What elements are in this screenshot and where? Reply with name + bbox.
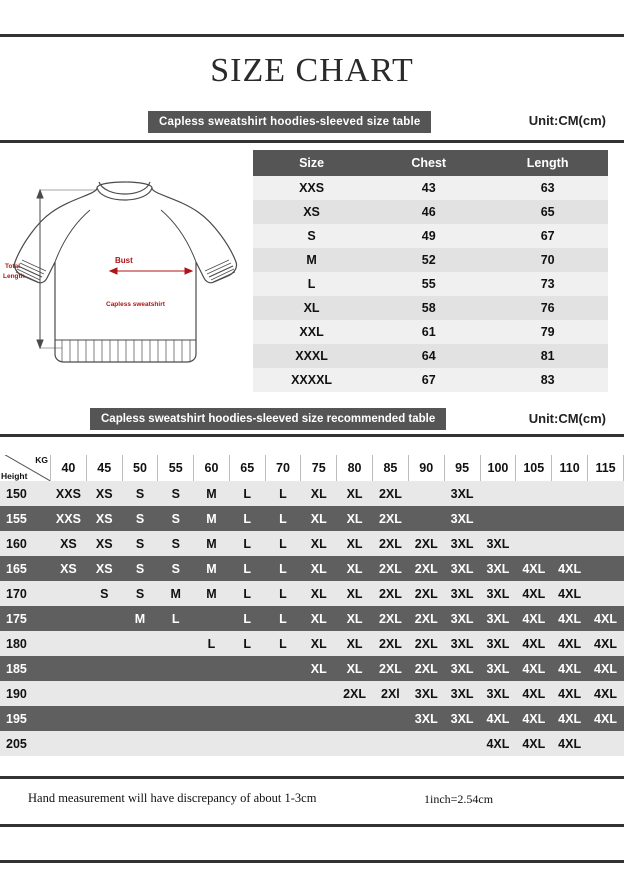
height-cell: 150 bbox=[0, 481, 51, 506]
size-cell: 3XL bbox=[450, 686, 474, 701]
size-cell: L bbox=[279, 611, 287, 626]
size-cell bbox=[51, 731, 87, 756]
svg-text:Bust: Bust bbox=[115, 256, 133, 265]
corner-height-label: Height bbox=[1, 471, 28, 481]
size-cell bbox=[158, 656, 194, 681]
size-cell: 2XL bbox=[414, 661, 438, 676]
size-cell bbox=[552, 531, 588, 556]
size-cell: M bbox=[206, 586, 217, 601]
chest-cell: 52 bbox=[421, 253, 436, 267]
size-cell: S bbox=[171, 536, 180, 551]
size-cell: S bbox=[135, 536, 145, 551]
size-cell: 4XL bbox=[486, 736, 510, 751]
size-cell bbox=[265, 681, 301, 706]
size-cell: 4XL bbox=[594, 636, 617, 651]
weight-header: 100 bbox=[480, 455, 516, 481]
length-cell: 79 bbox=[540, 325, 555, 339]
size-cell bbox=[301, 731, 337, 756]
unit-label-1: Unit:CM(cm) bbox=[528, 113, 606, 128]
size-cell: 4XL bbox=[522, 711, 546, 726]
recommendation-table bbox=[0, 455, 624, 756]
size-cell: 3XL bbox=[450, 586, 474, 601]
height-cell: 155 bbox=[0, 506, 51, 531]
size-cell: XL bbox=[346, 511, 363, 526]
size-cell: S bbox=[171, 511, 180, 526]
size-cell: XL bbox=[346, 536, 363, 551]
size-cell: 4XL bbox=[522, 611, 546, 626]
size-cell: XL bbox=[303, 301, 320, 315]
length-cell: 63 bbox=[540, 181, 555, 195]
size-cell: XL bbox=[346, 561, 363, 576]
size-cell: 4XL bbox=[522, 736, 546, 751]
size-cell: XXXXL bbox=[291, 373, 333, 387]
size-cell: S bbox=[135, 586, 145, 601]
size-cell: L bbox=[243, 486, 252, 501]
size-cell: L bbox=[243, 586, 252, 601]
size-cell bbox=[51, 681, 87, 706]
chest-cell: 67 bbox=[421, 373, 436, 387]
size-cell: L bbox=[279, 636, 287, 651]
size-cell bbox=[194, 656, 230, 681]
size-cell: 4XL bbox=[522, 661, 546, 676]
size-cell: 4XL bbox=[594, 711, 617, 726]
size-cell: L bbox=[279, 586, 287, 601]
size-cell: XS bbox=[95, 561, 113, 576]
size-cell: XL bbox=[346, 661, 363, 676]
size-cell: 4XL bbox=[558, 586, 582, 601]
size-cell: 4XL bbox=[558, 661, 582, 676]
size-cell: L bbox=[243, 561, 252, 576]
weight-header: 110 bbox=[552, 455, 588, 481]
size-cell: XXS bbox=[299, 181, 325, 195]
size-cell: M bbox=[206, 511, 217, 526]
length-cell: 81 bbox=[540, 349, 555, 363]
size-cell: 3XL bbox=[486, 536, 510, 551]
length-cell: 67 bbox=[540, 229, 555, 243]
size-cell: L bbox=[243, 511, 252, 526]
footer-inch-conversion: 1inch=2.54cm bbox=[424, 792, 494, 806]
size-cell: 4XL bbox=[558, 686, 582, 701]
size-cell: XS bbox=[95, 536, 113, 551]
size-cell: 4XL bbox=[594, 661, 617, 676]
size-cell: L bbox=[307, 277, 316, 291]
size-cell: 2XL bbox=[378, 511, 402, 526]
size-cell: XS bbox=[60, 561, 77, 576]
table-row bbox=[253, 200, 608, 224]
size-cell: 3XL bbox=[414, 686, 438, 701]
size-cell: XL bbox=[346, 611, 363, 626]
size-cell: 3XL bbox=[450, 661, 474, 676]
size-cell bbox=[86, 656, 122, 681]
size-cell: 2XL bbox=[378, 661, 402, 676]
size-cell bbox=[86, 731, 122, 756]
size-cell: 2XL bbox=[378, 486, 402, 501]
size-cell bbox=[480, 506, 516, 531]
weight-header: 50 bbox=[122, 455, 158, 481]
unit-label-2: Unit:CM(cm) bbox=[528, 411, 606, 426]
size-cell: 3XL bbox=[450, 511, 474, 526]
size-cell: 3XL bbox=[450, 561, 474, 576]
size-cell bbox=[337, 731, 373, 756]
size-cell: 4XL bbox=[558, 611, 582, 626]
size-cell bbox=[588, 481, 624, 506]
size-cell bbox=[301, 706, 337, 731]
divider-above-rec-table bbox=[0, 434, 624, 437]
table-row bbox=[253, 272, 608, 296]
length-cell: 70 bbox=[540, 253, 555, 267]
size-cell: XL bbox=[310, 511, 327, 526]
size-cell: M bbox=[170, 586, 181, 601]
size-cell: 2XL bbox=[343, 686, 367, 701]
corner-kg-label: KG bbox=[35, 455, 48, 465]
section-subtitle-1: Capless sweatshirt hoodies-sleeved size table bbox=[148, 111, 431, 133]
size-cell: M bbox=[306, 253, 317, 267]
size-table-body bbox=[253, 176, 608, 392]
size-cell bbox=[265, 731, 301, 756]
size-cell bbox=[588, 731, 624, 756]
chest-cell: 46 bbox=[421, 205, 436, 219]
size-cell bbox=[122, 681, 158, 706]
size-cell: L bbox=[207, 636, 216, 651]
size-cell bbox=[51, 581, 87, 606]
size-cell bbox=[516, 506, 552, 531]
size-cell: XL bbox=[310, 586, 327, 601]
size-cell bbox=[194, 606, 230, 631]
divider-under-subtitle bbox=[0, 140, 624, 143]
svg-text:Length: Length bbox=[3, 273, 25, 280]
table-row bbox=[0, 631, 624, 656]
size-cell bbox=[229, 656, 265, 681]
size-cell bbox=[552, 481, 588, 506]
table-row bbox=[253, 224, 608, 248]
size-table-header-length: Length bbox=[487, 150, 608, 176]
size-cell: XXS bbox=[55, 486, 81, 501]
size-cell: XS bbox=[95, 511, 113, 526]
garment-illustration bbox=[2, 150, 252, 400]
size-cell: 4XL bbox=[522, 636, 546, 651]
size-cell: 2XL bbox=[378, 586, 402, 601]
size-cell: 4XL bbox=[522, 686, 546, 701]
size-table-header-size: Size bbox=[253, 150, 370, 176]
size-cell bbox=[588, 506, 624, 531]
weight-header: 65 bbox=[229, 455, 265, 481]
size-cell bbox=[229, 706, 265, 731]
table-row bbox=[0, 656, 624, 681]
size-cell: XL bbox=[310, 636, 327, 651]
svg-text:Total: Total bbox=[5, 263, 21, 270]
table-row bbox=[0, 556, 624, 581]
chest-cell: 55 bbox=[421, 277, 436, 291]
size-cell bbox=[229, 681, 265, 706]
size-cell bbox=[265, 706, 301, 731]
weight-header: 85 bbox=[372, 455, 408, 481]
length-cell: 83 bbox=[540, 373, 555, 387]
rec-header-row bbox=[0, 455, 624, 481]
height-cell: 170 bbox=[0, 581, 51, 606]
size-cell: 2XL bbox=[378, 536, 402, 551]
size-cell bbox=[194, 706, 230, 731]
size-cell: XS bbox=[95, 486, 113, 501]
size-cell: 3XL bbox=[486, 636, 510, 651]
size-cell: 4XL bbox=[558, 636, 582, 651]
size-cell: 4XL bbox=[558, 711, 582, 726]
size-cell: XL bbox=[310, 661, 327, 676]
size-cell: 2XL bbox=[414, 536, 438, 551]
size-cell bbox=[408, 731, 444, 756]
size-cell: XL bbox=[310, 561, 327, 576]
size-cell: 3XL bbox=[486, 561, 510, 576]
size-cell: XL bbox=[310, 536, 327, 551]
size-cell bbox=[158, 706, 194, 731]
size-cell: 4XL bbox=[522, 586, 546, 601]
size-cell bbox=[158, 681, 194, 706]
size-cell: 3XL bbox=[486, 586, 510, 601]
size-cell: XXS bbox=[55, 511, 81, 526]
section-subtitle-2: Capless sweatshirt hoodies-sleeved size recommended table bbox=[90, 408, 446, 430]
height-cell: 190 bbox=[0, 681, 51, 706]
size-cell bbox=[265, 656, 301, 681]
size-cell: S bbox=[135, 511, 145, 526]
weight-header: 70 bbox=[265, 455, 301, 481]
table-row bbox=[253, 368, 608, 392]
size-cell: XL bbox=[310, 486, 327, 501]
size-table-header-row bbox=[253, 150, 608, 176]
size-cell: 4XL bbox=[594, 611, 617, 626]
size-cell: S bbox=[171, 561, 180, 576]
size-cell: 2XL bbox=[414, 636, 438, 651]
size-cell: 2XL bbox=[378, 611, 402, 626]
size-cell: XS bbox=[303, 205, 320, 219]
size-cell: XXXL bbox=[295, 349, 328, 363]
table-row bbox=[0, 506, 624, 531]
height-cell: 165 bbox=[0, 556, 51, 581]
size-cell: 2XL bbox=[378, 636, 402, 651]
size-cell: XS bbox=[60, 536, 77, 551]
length-cell: 76 bbox=[540, 301, 555, 315]
table-row bbox=[253, 176, 608, 200]
size-cell: L bbox=[279, 511, 287, 526]
size-cell: XL bbox=[346, 486, 363, 501]
size-cell bbox=[86, 681, 122, 706]
size-cell: 4XL bbox=[522, 561, 546, 576]
length-cell: 73 bbox=[540, 277, 555, 291]
weight-header: 45 bbox=[86, 455, 122, 481]
rec-corner-cell bbox=[0, 455, 51, 481]
size-cell: 3XL bbox=[486, 661, 510, 676]
size-cell: S bbox=[135, 486, 145, 501]
size-cell bbox=[194, 681, 230, 706]
weight-header: 90 bbox=[408, 455, 444, 481]
height-cell: 160 bbox=[0, 531, 51, 556]
size-cell: S bbox=[100, 586, 109, 601]
height-cell: 185 bbox=[0, 656, 51, 681]
weight-header: 40 bbox=[51, 455, 87, 481]
weight-header: 55 bbox=[158, 455, 194, 481]
size-cell: 3XL bbox=[450, 486, 474, 501]
table-row bbox=[253, 344, 608, 368]
size-cell bbox=[122, 731, 158, 756]
size-cell bbox=[86, 631, 122, 656]
size-cell bbox=[588, 556, 624, 581]
chest-cell: 61 bbox=[421, 325, 436, 339]
size-cell bbox=[158, 631, 194, 656]
weight-header: 115 bbox=[588, 455, 624, 481]
size-cell bbox=[588, 531, 624, 556]
size-cell bbox=[158, 731, 194, 756]
table-row bbox=[0, 706, 624, 731]
chest-cell: 49 bbox=[421, 229, 436, 243]
size-cell: S bbox=[307, 229, 316, 243]
size-cell: L bbox=[243, 536, 252, 551]
size-cell: L bbox=[279, 536, 287, 551]
table-row bbox=[253, 248, 608, 272]
size-cell bbox=[337, 706, 373, 731]
chest-cell: 58 bbox=[421, 301, 436, 315]
divider-below-footer bbox=[0, 824, 624, 827]
size-cell bbox=[516, 481, 552, 506]
size-cell: M bbox=[206, 486, 217, 501]
table-row bbox=[0, 606, 624, 631]
size-cell bbox=[516, 531, 552, 556]
size-cell bbox=[194, 731, 230, 756]
size-cell bbox=[408, 506, 444, 531]
size-cell: 2XL bbox=[414, 611, 438, 626]
table-row bbox=[0, 731, 624, 756]
divider-top bbox=[0, 34, 624, 37]
size-cell: S bbox=[135, 561, 145, 576]
size-cell bbox=[372, 706, 408, 731]
table-row bbox=[253, 320, 608, 344]
page-title: SIZE CHART bbox=[210, 52, 414, 89]
size-cell: M bbox=[134, 611, 146, 626]
height-cell: 195 bbox=[0, 706, 51, 731]
size-cell bbox=[122, 631, 158, 656]
table-row bbox=[0, 681, 624, 706]
size-cell: M bbox=[206, 561, 217, 576]
footer-note: Hand measurement will have discrepancy of about 1-3cm bbox=[28, 791, 317, 805]
size-cell bbox=[51, 631, 87, 656]
weight-header: 95 bbox=[444, 455, 480, 481]
size-cell: 4XL bbox=[594, 686, 617, 701]
size-cell bbox=[480, 481, 516, 506]
size-cell bbox=[51, 656, 87, 681]
table-row bbox=[0, 581, 624, 606]
size-cell bbox=[552, 506, 588, 531]
table-row bbox=[0, 531, 624, 556]
size-cell: 4XL bbox=[486, 711, 510, 726]
size-cell bbox=[444, 731, 480, 756]
size-cell: XL bbox=[346, 586, 363, 601]
size-cell: 3XL bbox=[450, 636, 474, 651]
size-cell: L bbox=[243, 611, 252, 626]
size-cell: 3XL bbox=[414, 711, 438, 726]
weight-header: 75 bbox=[301, 455, 337, 481]
size-cell: 3XL bbox=[486, 611, 510, 626]
size-cell: L bbox=[243, 636, 252, 651]
size-cell bbox=[301, 681, 337, 706]
size-cell: 3XL bbox=[450, 536, 474, 551]
size-cell: L bbox=[279, 486, 287, 501]
size-cell: XXL bbox=[299, 325, 324, 339]
svg-text:Capless sweatshirt: Capless sweatshirt bbox=[106, 301, 165, 308]
size-cell bbox=[372, 731, 408, 756]
divider-above-footer bbox=[0, 776, 624, 779]
size-cell: 2XL bbox=[414, 586, 438, 601]
size-cell: S bbox=[171, 486, 180, 501]
size-cell: M bbox=[206, 536, 217, 551]
divider-bottom bbox=[0, 860, 624, 863]
height-cell: 175 bbox=[0, 606, 51, 631]
height-cell: 180 bbox=[0, 631, 51, 656]
size-cell: L bbox=[279, 561, 287, 576]
chest-cell: 64 bbox=[421, 349, 436, 363]
height-cell: 205 bbox=[0, 731, 51, 756]
size-cell bbox=[408, 481, 444, 506]
chest-cell: 43 bbox=[421, 181, 436, 195]
size-cell: 3XL bbox=[486, 686, 510, 701]
rec-table-body bbox=[0, 481, 624, 756]
size-cell: 2XL bbox=[378, 561, 402, 576]
table-row bbox=[253, 296, 608, 320]
size-cell: XL bbox=[346, 636, 363, 651]
size-cell: 3XL bbox=[450, 611, 474, 626]
size-cell: 2XL bbox=[414, 561, 438, 576]
size-cell: XL bbox=[310, 611, 327, 626]
length-cell: 65 bbox=[540, 205, 555, 219]
size-cell bbox=[122, 656, 158, 681]
weight-header: 105 bbox=[516, 455, 552, 481]
size-cell bbox=[86, 706, 122, 731]
size-table-header-chest: Chest bbox=[370, 150, 487, 176]
weight-header: 80 bbox=[337, 455, 373, 481]
weight-header: 60 bbox=[194, 455, 230, 481]
size-cell: 4XL bbox=[558, 561, 582, 576]
size-cell: 4XL bbox=[558, 736, 582, 751]
size-cell bbox=[51, 606, 87, 631]
size-cell bbox=[86, 606, 122, 631]
size-cell: 2Xl bbox=[381, 686, 400, 701]
size-cell bbox=[588, 581, 624, 606]
size-cell bbox=[229, 731, 265, 756]
table-row bbox=[0, 481, 624, 506]
size-table bbox=[253, 150, 608, 392]
size-cell bbox=[51, 706, 87, 731]
size-cell: L bbox=[171, 611, 180, 626]
size-cell: 3XL bbox=[450, 711, 474, 726]
size-cell bbox=[122, 706, 158, 731]
